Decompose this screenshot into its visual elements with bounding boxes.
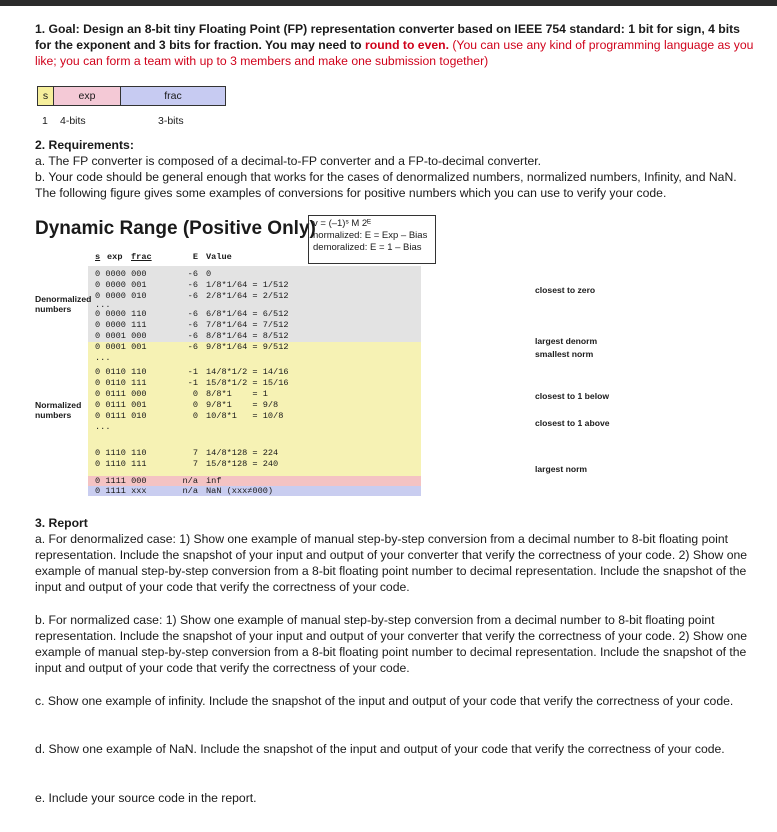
row-bits: 0 0111 001 [95,400,147,410]
goal-round-even: round to even. [365,38,449,52]
row-exponent: 0 [192,411,198,421]
row-exponent: -6 [187,320,198,330]
row-exponent: -6 [187,291,198,301]
row-bits: 0 1110 110 [95,448,147,458]
note-smallest-norm: smallest norm [535,349,594,359]
row-bits: 0 0000 111 [95,320,147,330]
header-value: Value [206,252,232,262]
report-a: a. For denormalized case: 1) Show one example of manual step-by-step conversion from a decimal number to 8-bit floating point representation. Include the snapshot of your input and output of your converter that verify the correctness of your code. 2) Show one example of manual step-by-step conversion from a 8-bit floating point number to decimal representation. Include the snapshot of the input and output of your code that verify the correctness of your code. [35,532,748,594]
row-exponent: -6 [187,331,198,341]
row-bits: 0 0110 110 [95,367,147,377]
row-value: 10/8*1 = 10/8 [206,411,284,421]
row-value: 15/8*1/2 = 15/16 [206,378,289,388]
exp-bits-label: 4-bits [60,115,86,127]
row-exponent: -6 [187,309,198,319]
row-bits: 0 0111 010 [95,411,147,421]
frac-bits-label: 3-bits [158,115,184,127]
row-bits: 0 0001 000 [95,331,147,341]
row-exponent: -1 [187,367,198,377]
row-exponent: -6 [187,280,198,290]
normalized-label: Normalized numbers [35,400,82,420]
row-value: 6/8*1/64 = 6/512 [206,309,289,319]
report-heading: 3. Report [35,516,88,530]
formula-legend [308,215,436,264]
row-value: NaN (xxx≠000) [206,486,274,496]
row-value: 14/8*1/2 = 14/16 [206,367,289,377]
row-ellipsis: ... [95,353,111,363]
report-c: c. Show one example of infinity. Include the snapshot of the input and output of your code that verify the correctness of your code. [35,694,734,708]
row-value: 8/8*1/64 = 8/512 [206,331,289,341]
denormalized-label: Denormalized numbers [35,294,92,314]
top-bar [0,0,777,6]
row-bits: 0 0000 001 [95,280,147,290]
row-exponent: -6 [187,342,198,352]
row-value: 15/8*128 = 240 [206,459,279,469]
note-closest-above: closest to 1 above [535,418,610,428]
header-exp: exp [107,252,123,262]
row-value: 7/8*1/64 = 7/512 [206,320,289,330]
row-exponent: n/a [182,486,198,496]
row-value: 8/8*1 = 1 [206,389,268,399]
row-bits: 0 1111 000 [95,476,147,486]
legend-formula: v = (–1)ˢ M 2ᴱ [313,218,372,229]
row-ellipsis: ... [95,422,111,432]
report-b: b. For normalized case: 1) Show one example of manual step-by-step conversion from a decimal number to 8-bit floating point representation. Include the snapshot of your input and output of your converter that verify the correctness of your code. 2) Show one example of manual step-by-step conversion from a 8-bit floating point number to decimal representation. Include the snapshot of the input and output of your code that verify the correctness of your code. [35,613,748,675]
row-bits: 0 0001 001 [95,342,147,352]
row-value: 14/8*128 = 224 [206,448,279,458]
requirement-a: a. The FP converter is composed of a decimal-to-FP converter and a FP-to-decimal converter. [35,154,542,168]
row-exponent: 7 [192,448,198,458]
row-bits: 0 0000 110 [95,309,147,319]
row-value: inf [206,476,222,486]
row-bits: 0 0110 111 [95,378,147,388]
requirement-b: b. Your code should be general enough that works for the cases of denormalized numbers, normalized numbers, Infinity, and NaN. The following figure gives some examples of conversions for positive numbers which you can use to verify your code. [35,170,737,200]
report-e: e. Include your source code in the report. [35,791,257,805]
row-value: 9/8*1 = 9/8 [206,400,279,410]
report-d: d. Show one example of NaN. Include the snapshot of the input and output of your code that verify the correctness of your code. [35,742,725,756]
sign-bits-label: 1 [42,115,48,127]
requirements-heading: 2. Requirements: [35,138,134,152]
goal-text: 1. Goal: Design an 8-bit tiny Floating Point (FP) representation converter based on IEEE 754 standard: 1 bit for sign, 4 bits for the exponent and 3 bits for fraction. You may need to [35,22,740,52]
row-exponent: -6 [187,269,198,279]
exp-bits-box: exp [53,86,121,106]
row-value: 1/8*1/64 = 1/512 [206,280,289,290]
frac-bits-box: frac [120,86,226,106]
note-largest-denorm: largest denorm [535,336,598,346]
row-exponent: 0 [192,400,198,410]
note-closest-below: closest to 1 below [535,391,610,401]
legend-normalized: normalized: E = Exp – Bias [313,230,428,241]
header-s: s [95,252,101,262]
row-bits: 0 0000 010 [95,291,147,301]
goal-paragraph [35,21,755,69]
goal-note: (You can use any kind of programming language as you like; you can form a team with up to 3 members and make one submission together) [35,38,754,68]
row-ellipsis: ... [95,300,111,310]
row-exponent: -1 [187,378,198,388]
header-frac: frac [131,252,152,262]
row-value: 9/8*1/64 = 9/512 [206,342,289,352]
row-bits: 0 0111 000 [95,389,147,399]
row-bits: 0 1111 xxx [95,486,147,496]
row-value: 0 [206,269,212,279]
row-exponent: 0 [192,389,198,399]
sign-bit-box: s [37,86,54,106]
legend-denormalized: demoralized: E = 1 – Bias [313,242,422,253]
header-E: E [192,252,198,262]
dynamic-range-title: Dynamic Range (Positive Only) [35,218,316,239]
row-exponent: n/a [182,476,198,486]
row-exponent: 7 [192,459,198,469]
note-closest-zero: closest to zero [535,285,596,295]
note-largest-norm: largest norm [535,464,588,474]
row-bits: 0 1110 111 [95,459,147,469]
row-bits: 0 0000 000 [95,269,147,279]
row-value: 2/8*1/64 = 2/512 [206,291,289,301]
